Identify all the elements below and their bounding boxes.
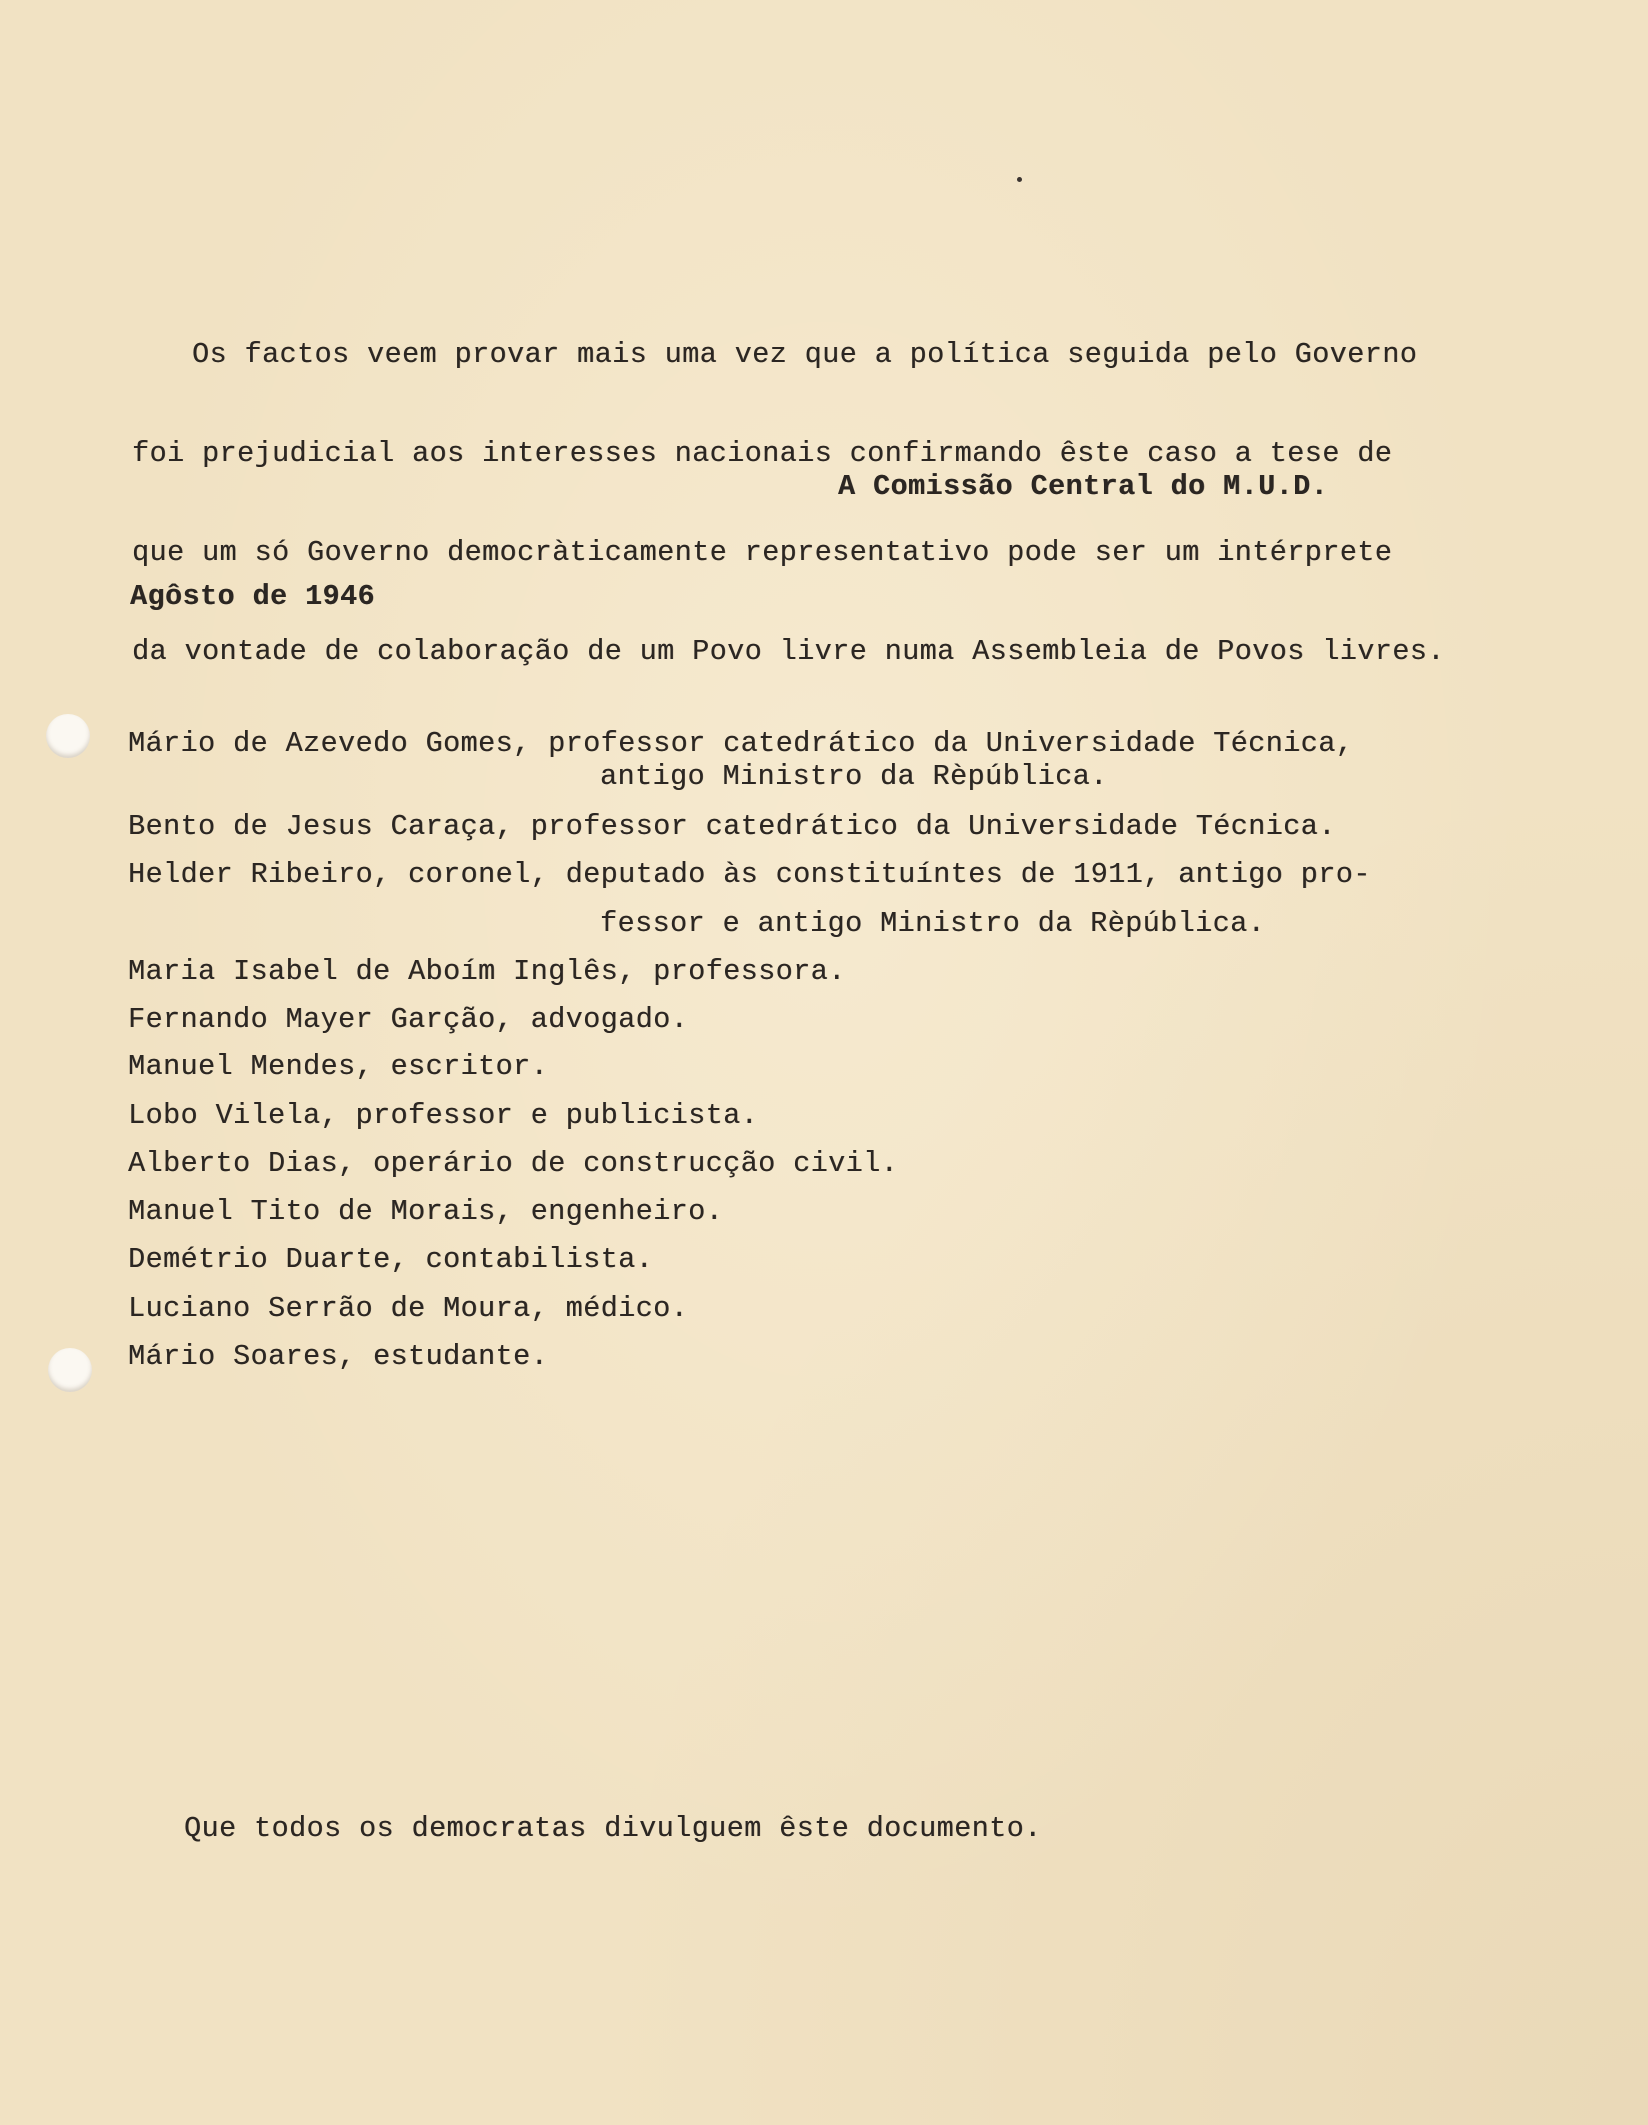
paragraph-line: foi prejudicial aos interesses nacionais confirmando êste caso a tese de [132,437,1393,470]
signatory-line: Fernando Mayer Garção, advogado. [128,1003,689,1036]
signatory-line-continued: fessor e antigo Ministro da Rèpública. [600,907,1266,940]
body-paragraph [132,272,1445,734]
signatory-line: Bento de Jesus Caraça, professor catedrático da Universidade Técnica. [128,810,1336,843]
paragraph-line: que um só Governo democràticamente representativo pode ser um intérprete [132,536,1393,569]
signatory-line: Maria Isabel de Aboím Inglês, professora. [128,955,846,988]
signatory-line-continued: antigo Ministro da Rèpública. [600,760,1108,793]
signatory-line: Mário de Azevedo Gomes, professor catedrático da Universidade Técnica, [128,727,1354,760]
signatory-line: Luciano Serrão de Moura, médico. [128,1292,689,1325]
signature-block: A Comissão Central do M.U.D. [838,470,1329,503]
signatory-line: Demétrio Duarte, contabilista. [128,1243,654,1276]
paragraph-line: da vontade de colaboração de um Povo livre numa Assembleia de Povos livres. [132,635,1445,668]
signatory-line: Lobo Vilela, professor e publicista. [128,1099,759,1132]
document-date: Agôsto de 1946 [130,580,376,613]
punch-hole-bottom [48,1348,92,1392]
signatory-line: Mário Soares, estudante. [128,1340,549,1373]
signatory-line: Helder Ribeiro, coronel, deputado às constituíntes de 1911, antigo pro- [128,858,1371,891]
paragraph-line: Os factos veem provar mais uma vez que a política seguida pelo Governo [192,338,1418,371]
punch-hole-top [46,714,90,758]
signatory-line: Manuel Tito de Morais, engenheiro. [128,1195,724,1228]
closing-line: Que todos os democratas divulguem êste documento. [184,1812,1042,1845]
signatory-line: Alberto Dias, operário de construcção civil. [128,1147,899,1180]
signatory-line: Manuel Mendes, escritor. [128,1050,549,1083]
ink-speck [1017,177,1022,182]
